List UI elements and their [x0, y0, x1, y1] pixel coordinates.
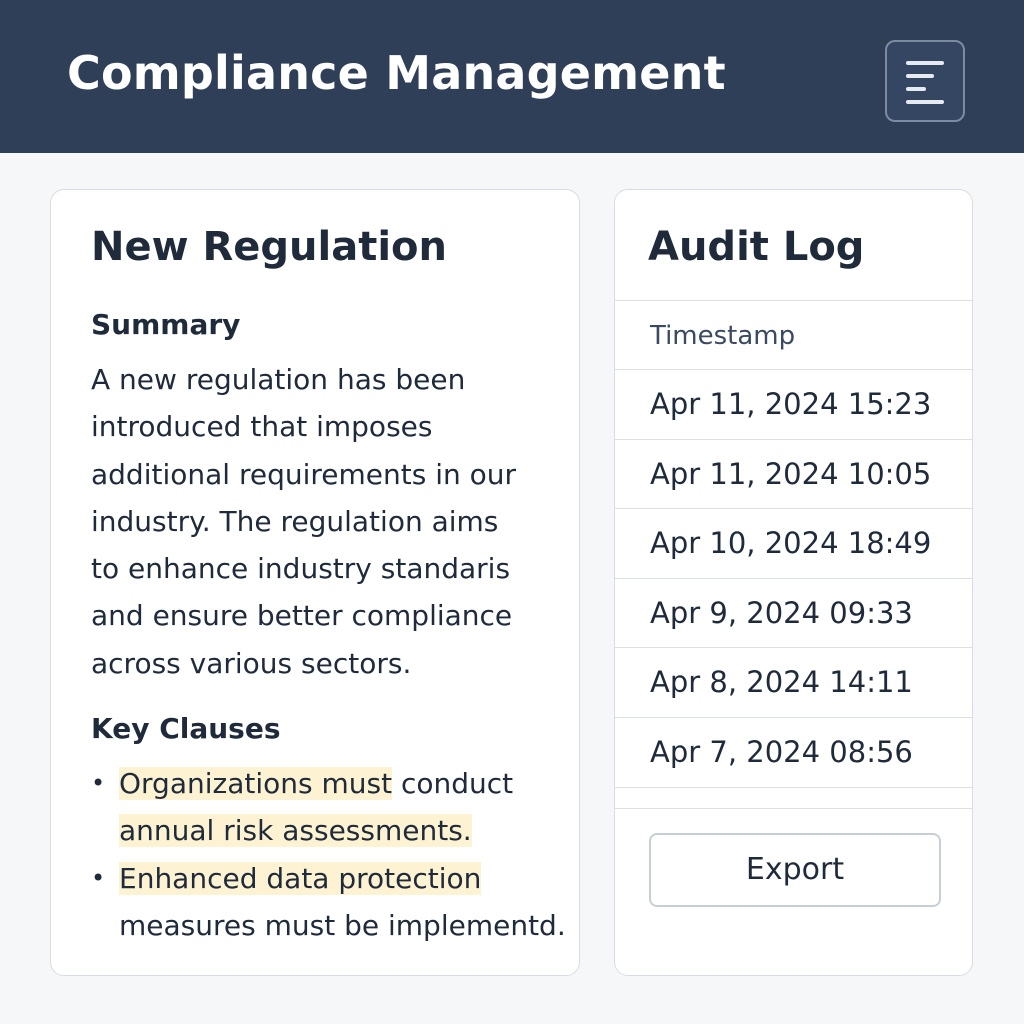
summary-text: [91, 356, 561, 687]
bullet-icon: •: [91, 769, 106, 797]
bullet-icon: •: [91, 863, 106, 892]
key-clauses-list: [91, 760, 571, 949]
regulation-title: New Regulation: [91, 224, 448, 270]
summary-line: A new regulation has been: [91, 363, 466, 396]
timestamp-column-header: Timestamp: [615, 300, 973, 370]
app-header: [0, 0, 1024, 153]
table-row: Apr 11, 2024 15:23: [615, 370, 973, 440]
audit-log-table: [615, 300, 973, 809]
export-button[interactable]: Export: [649, 833, 941, 907]
table-row: Apr 10, 2024 18:49: [615, 509, 973, 579]
table-row: Apr 8, 2024 14:11: [615, 648, 973, 718]
clause-text: conduct: [392, 767, 514, 800]
clause-line: [119, 807, 571, 854]
key-clauses-heading: Key Clauses: [91, 712, 281, 745]
table-divider: [615, 788, 973, 809]
summary-line: introduced that imposes: [91, 410, 433, 444]
hamburger-menu-icon: [906, 61, 946, 105]
clause-line: [119, 760, 571, 807]
audit-log-card: [614, 189, 973, 976]
table-row: Apr 7, 2024 08:56: [615, 718, 973, 788]
summary-line: across various sectors.: [91, 646, 412, 680]
clause-line: [119, 855, 571, 902]
summary-line: and ensure better compliance: [91, 599, 513, 633]
summary-line: additional requirements in our: [91, 457, 517, 491]
table-row: Apr 11, 2024 10:05: [615, 440, 973, 510]
clause-highlight: annual risk assessments.: [119, 814, 472, 848]
clause-line: [119, 902, 571, 949]
summary-heading: Summary: [91, 308, 241, 341]
audit-log-title: Audit Log: [648, 224, 865, 270]
regulation-card: [50, 189, 580, 976]
clause-item: [91, 855, 571, 950]
clause-highlight: Enhanced data protection: [119, 861, 482, 895]
clause-item: [91, 760, 571, 855]
summary-line: industry. The regulation aims: [91, 504, 499, 538]
clause-highlight: Organizations must: [119, 767, 393, 800]
app-title: Compliance Management: [67, 46, 726, 100]
clause-text: measures must be implementd.: [119, 908, 566, 942]
menu-button[interactable]: [885, 40, 965, 122]
summary-line: to enhance industry standaris: [91, 552, 511, 586]
table-row: Apr 9, 2024 09:33: [615, 579, 973, 649]
